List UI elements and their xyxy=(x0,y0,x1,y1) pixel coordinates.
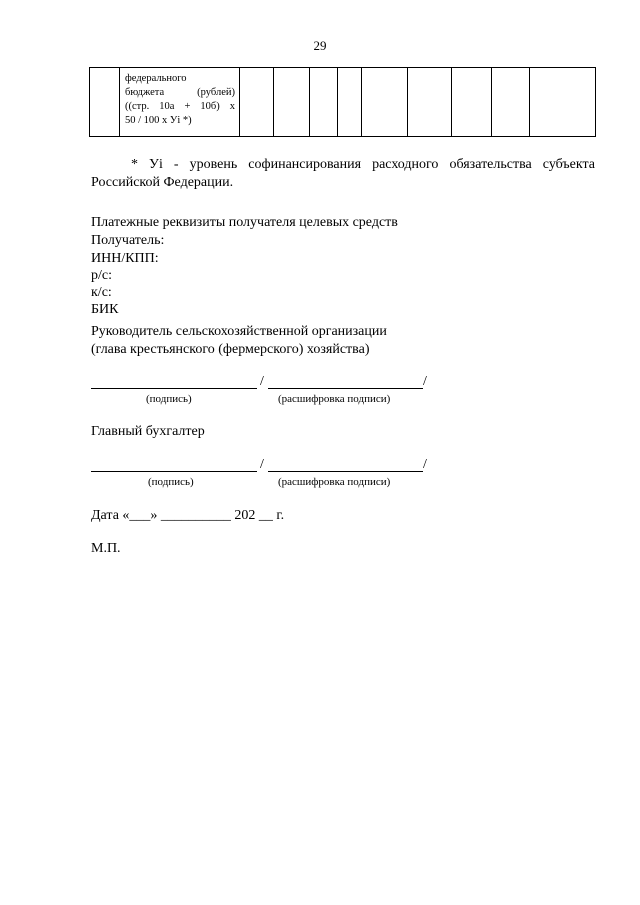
row-label-line: ((стр. 10а + 10б) х xyxy=(125,101,235,112)
head-title-sub: (глава крестьянского (фермерского) хозяйства) xyxy=(91,342,370,357)
head-separator: / xyxy=(260,374,264,389)
date-open-quote: « xyxy=(122,508,130,523)
row-label-line: федерального xyxy=(125,73,187,84)
table-cell xyxy=(310,68,338,137)
date-year-prefix: 202 xyxy=(234,508,256,523)
table-cell xyxy=(338,68,362,137)
accountant-decode-line[interactable] xyxy=(268,471,423,472)
table-cell xyxy=(274,68,310,137)
table-cell xyxy=(240,68,274,137)
accountant-signature-line[interactable] xyxy=(91,471,257,472)
date-day-blank[interactable]: ___ xyxy=(129,508,151,523)
footnote-line: * Уi - уровень софинансирования расходного обязательства субъекта xyxy=(131,157,595,172)
accountant-title: Главный бухгалтер xyxy=(91,424,205,439)
table-cell xyxy=(530,68,596,137)
date-month-blank[interactable]: __________ xyxy=(160,508,231,523)
date-close-quote: » xyxy=(150,508,158,523)
footnote-line: Российской Федерации. xyxy=(91,175,234,190)
account-label: р/с: xyxy=(91,268,112,283)
date-line xyxy=(91,508,284,524)
inn-kpp-label: ИНН/КПП: xyxy=(91,251,159,266)
table-cell xyxy=(492,68,530,137)
corr-account-label: к/с: xyxy=(91,285,112,300)
row-label-line: 50 / 100 х Уi *) xyxy=(125,115,192,126)
table-cell xyxy=(452,68,492,137)
stamp-placeholder: М.П. xyxy=(91,541,121,556)
head-signature-caption: (подпись) xyxy=(146,393,192,405)
table-row-label xyxy=(120,68,240,137)
bik-label: БИК xyxy=(91,302,119,317)
head-end-slash: / xyxy=(423,374,427,389)
table-cell xyxy=(362,68,408,137)
row-label-line: бюджета (рублей) xyxy=(125,87,235,98)
accountant-signature-caption: (подпись) xyxy=(148,476,194,488)
table-cell xyxy=(90,68,120,137)
head-decode-caption: (расшифровка подписи) xyxy=(278,393,391,405)
accountant-decode-caption: (расшифровка подписи) xyxy=(278,476,391,488)
head-signature-line[interactable] xyxy=(91,388,257,389)
date-label: Дата xyxy=(91,508,119,523)
page-number: 29 xyxy=(313,38,327,53)
head-title: Руководитель сельскохозяйственной организации xyxy=(91,324,387,339)
head-decode-line[interactable] xyxy=(268,388,423,389)
table-row xyxy=(90,68,596,137)
date-year-blank[interactable]: __ xyxy=(258,508,273,523)
requisites-heading: Платежные реквизиты получателя целевых средств xyxy=(91,215,398,230)
accountant-end-slash: / xyxy=(423,457,427,472)
table-cell xyxy=(408,68,452,137)
footnote xyxy=(91,156,595,192)
date-suffix: г. xyxy=(276,508,285,523)
accountant-separator: / xyxy=(260,457,264,472)
recipient-label: Получатель: xyxy=(91,233,165,248)
table-fragment xyxy=(89,67,596,137)
